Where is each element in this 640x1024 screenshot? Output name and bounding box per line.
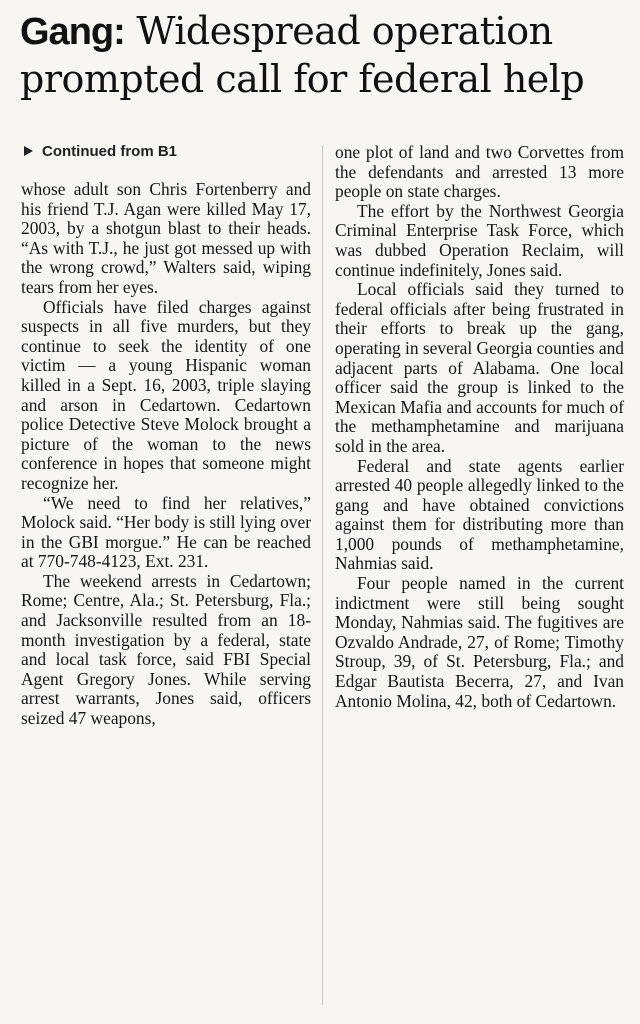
- column-divider: [322, 145, 323, 1005]
- continued-label: Continued from B1: [42, 143, 177, 160]
- continued-from-note: [24, 143, 177, 161]
- article-column-left: [21, 180, 311, 729]
- paragraph: Federal and state agents earlier arrested 40 people allegedly linked to the gang and have obtained convictions against them for distributing more than 1,000 pounds of methamphetamine, Nahmias said.: [335, 455, 624, 574]
- arrow-right-icon: [24, 146, 33, 156]
- paragraph: The weekend arrests in Cedartown; Rome; Centre, Ala.; St. Petersburg, Fla.; and Jacksonville resulted from an 18-month investigation by a federal, state and local task force, said FBI Special Agent Gregory Jones. While serving arrest warrants, Jones said, officers seized 47 weapons,: [21, 570, 311, 729]
- headline-kicker: Gang:: [20, 11, 125, 53]
- paragraph: Four people named in the current indictment were still being sought Monday, Nahmias said. The fugitives are Ozvaldo Andrade, 27, of Rome; Timothy Stroup, 39, of St. Petersburg, Fla.; and Edgar Bautista Becerra, 27, and Ivan Antonio Molina, 42, both of Cedartown.: [335, 573, 624, 711]
- headline: [20, 8, 630, 103]
- paragraph: one plot of land and two Corvettes from the defendants and arrested 13 more people on state charges.: [335, 142, 624, 202]
- headline-text: Widespread operation prompted call for federal help: [20, 9, 585, 101]
- paragraph: Local officials said they turned to federal officials after being frustrated in their efforts to break up the gang, operating in several Georgia counties and adjacent parts of Alabama. One local officer said the group is linked to the Mexican Mafia and accounts for much of the methamphetamine and marijuana sold in the area.: [335, 279, 624, 456]
- paragraph: whose adult son Chris Fortenberry and his friend T.J. Agan were killed May 17, 2003, by a shotgun blast to their heads. “As with T.J., he just got messed up with the wrong crowd,” Walters said, wiping tears from her eyes.: [21, 179, 311, 297]
- paragraph: Officials have filed charges against suspects in all five murders, but they continue to seek the identity of one victim — a young Hispanic woman killed in a Sept. 16, 2003, triple slaying and arson in Cedartown. Cedartown police Detective Steve Molock brought a picture of the woman to the news conference in hopes that someone might recognize her.: [21, 296, 311, 493]
- article-column-right: [335, 143, 624, 711]
- paragraph: “We need to find her relatives,” Molock said. “Her body is still lying over in the GBI morgue.” He can be reached at 770-748-4123, Ext. 231.: [21, 492, 311, 572]
- paragraph: The effort by the Northwest Georgia Criminal Enterprise Task Force, which was dubbed Operation Reclaim, will continue indefinitely, Jones said.: [335, 200, 624, 280]
